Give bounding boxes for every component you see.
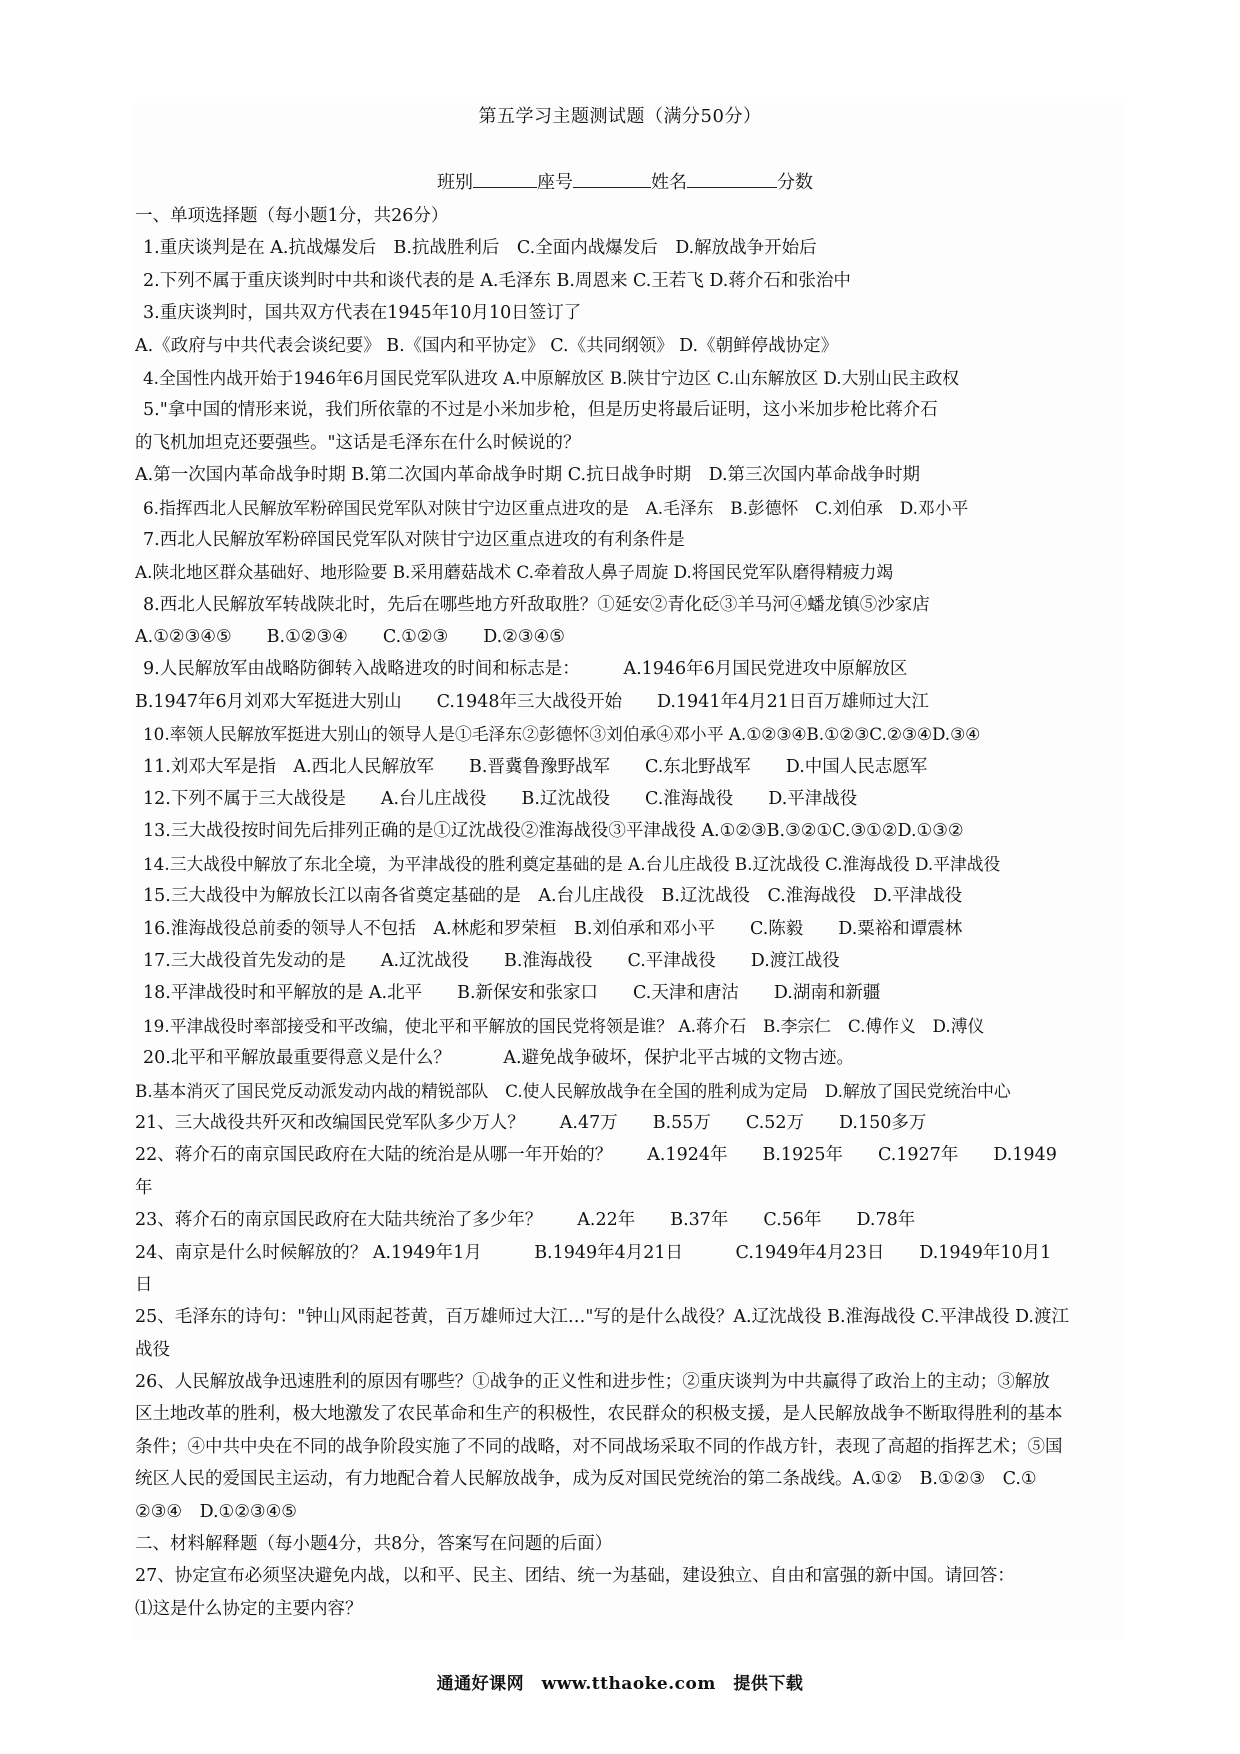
question-line: 12.下列不属于三大战役是 A.台儿庄战役 B.辽沈战役 C.淮海战役 D.平津战役 [143, 789, 858, 810]
student-info-row [437, 168, 813, 194]
question-line: 区土地改革的胜利，极大地激发了农民革命和生产的积极性，农民群众的积极支援，是人民解放战争不断取得胜利的基本 [135, 1404, 1063, 1425]
question-line: 日 [135, 1274, 153, 1295]
question-line: 6.指挥西北人民解放军粉碎国民党军队对陕甘宁边区重点进攻的是 A.毛泽东 B.彭德怀 C.刘伯承 D.邓小平 [143, 497, 969, 518]
question-line: B.基本消灭了国民党反动派发动内战的精锐部队 C.使人民解放战争在全国的胜利成为定局 D.解放了国民党统治中心 [135, 1080, 1011, 1101]
question-line: 5."拿中国的情形来说，我们所依靠的不过是小米加步枪，但是历史将最后证明，这小米加步枪比蒋介石 [143, 400, 938, 421]
question-line: A.《政府与中共代表会谈纪要》 B.《国内和平协定》 C.《共同纲领》 D.《朝鲜停战协定》 [135, 335, 839, 356]
question-line: 19.平津战役时率部接受和平改编，使北平和平解放的国民党将领是谁？ A.蒋介石 B.李宗仁 C.傅作义 D.溥仪 [143, 1015, 985, 1036]
question-line: 年 [135, 1177, 153, 1198]
name-blank [687, 169, 777, 188]
question-line: 4.全国性内战开始于1946年6月国民党军队进攻 A.中原解放区 B.陕甘宁边区 C.山东解放区 D.大别山民主政权 [143, 367, 960, 388]
question-line: 18.平津战役时和平解放的是 A.北平 B.新保安和张家口 C.天津和唐沽 D.湖南和新疆 [143, 983, 881, 1004]
section-heading: 二、材料解释题（每小题4分，共8分，答案写在问题的后面） [135, 1534, 613, 1555]
question-line: 的飞机加坦克还要强些。"这话是毛泽东在什么时候说的？ [135, 432, 581, 453]
question-list [135, 200, 1125, 1625]
question-line: 16.淮海战役总前委的领导人不包括 A.林彪和罗荣桓 B.刘伯承和邓小平 C.陈毅 D.粟裕和谭震林 [143, 918, 963, 939]
seat-blank [573, 169, 651, 188]
question-line: 15.三大战役中为解放长江以南各省奠定基础的是 A.台儿庄战役 B.辽沈战役 C.淮海战役 D.平津战役 [143, 886, 963, 907]
section-heading: 一、单项选择题（每小题1分，共26分） [135, 206, 449, 226]
question-line: 20.北平和平解放最重要得意义是什么？ A.避免战争破坏，保护北平古城的文物古迹。 [143, 1048, 855, 1069]
question-line: B.1947年6月刘邓大军挺进大别山 C.1948年三大战役开始 D.1941年4月21日百万雄师过大江 [135, 691, 929, 712]
question-line: 3.重庆谈判时，国共双方代表在1945年10月10日签订了 [143, 303, 582, 324]
class-label: 班别 [437, 172, 473, 193]
question-line: 统区人民的爱国民主运动，有力地配合着人民解放战争，成为反对国民党统治的第二条战线。A.①② B.①②③ C.① [135, 1469, 1037, 1490]
question-line: 27、协定宣布必须坚决避免内战，以和平、民主、团结、统一为基础，建设独立、自由和富强的新中国。请回答： [135, 1566, 1015, 1587]
question-line: 25、毛泽东的诗句："钟山风雨起苍黄，百万雄师过大江…"写的是什么战役？A.辽沈战役 B.淮海战役 C.平津战役 D.渡江 [135, 1307, 1069, 1328]
question-line: 26、人民解放战争迅速胜利的原因有哪些？①战争的正义性和进步性；②重庆谈判为中共赢得了政治上的主动；③解放 [135, 1372, 1050, 1393]
question-line: A.陕北地区群众基础好、地形险要 B.采用蘑菇战术 C.牵着敌人鼻子周旋 D.将国民党军队磨得精疲力竭 [135, 562, 894, 583]
question-line: 条件；④中共中央在不同的战争阶段实施了不同的战略，对不同战场采取不同的作战方针，表现了高超的指挥艺术；⑤国 [135, 1436, 1063, 1457]
question-line: 13.三大战役按时间先后排列正确的是①辽沈战役②淮海战役③平津战役 A.①②③B.③②①C.③①②D.①③② [143, 821, 964, 842]
class-blank [473, 169, 537, 188]
question-line: ⑴这是什么协定的主要内容？ [135, 1598, 363, 1619]
question-line: 10.率领人民解放军挺进大别山的领导人是①毛泽东②彭德怀③刘伯承④邓小平 A.①②③④B.①②③C.②③④D.③④ [143, 724, 981, 745]
name-label: 姓名 [651, 172, 687, 193]
question-line: 23、蒋介石的南京国民政府在大陆共统治了多少年？ A.22年 B.37年 C.56年 D.78年 [135, 1210, 916, 1231]
question-line: 9.人民解放军由战略防御转入战略进攻的时间和标志是： A.1946年6月国民党进攻中原解放区 [143, 659, 908, 680]
seat-label: 座号 [537, 172, 573, 193]
question-line: 17.三大战役首先发动的是 A.辽沈战役 B.淮海战役 C.平津战役 D.渡江战役 [143, 950, 840, 971]
question-line: 战役 [135, 1339, 170, 1360]
question-line: A.①②③④⑤ B.①②③④ C.①②③ D.②③④⑤ [135, 627, 565, 648]
question-line: 8.西北人民解放军转战陕北时，先后在哪些地方歼敌取胜？①延安②青化砭③羊马河④蟠龙镇⑤沙家店 [143, 594, 930, 615]
question-line: 1.重庆谈判是在 A.抗战爆发后 B.抗战胜利后 C.全面内战爆发后 D.解放战争开始后 [143, 238, 817, 259]
question-line: 11.刘邓大军是指 A.西北人民解放军 B.晋冀鲁豫野战军 C.东北野战军 D.中国人民志愿军 [143, 756, 928, 777]
question-line: A.第一次国内革命战争时期 B.第二次国内革命战争时期 C.抗日战争时期 D.第三次国内革命战争时期 [135, 465, 921, 486]
page-title: 第五学习主题测试题（满分50分） [478, 106, 762, 127]
question-line: 21、三大战役共歼灭和改编国民党军队多少万人？ A.47万 B.55万 C.52万 D.150多万 [135, 1112, 927, 1133]
footer-credit: 通通好课网 www.tthaoke.com 提供下载 [436, 1674, 804, 1694]
question-line: 7.西北人民解放军粉碎国民党军队对陕甘宁边区重点进攻的有利条件是 [143, 529, 685, 550]
question-line: 2.下列不属于重庆谈判时中共和谈代表的是 A.毛泽东 B.周恩来 C.王若飞 D.蒋介石和张治中 [143, 270, 851, 291]
question-line: 24、南京是什么时候解放的？ A.1949年1月 B.1949年4月21日 C.1949年4月23日 D.1949年10月1 [135, 1242, 1052, 1263]
question-line: 22、蒋介石的南京国民政府在大陆的统治是从哪一年开始的？ A.1924年 B.1925年 C.1927年 D.1949 [135, 1145, 1057, 1166]
score-label: 分数 [777, 172, 813, 193]
question-line: 14.三大战役中解放了东北全境，为平津战役的胜利奠定基础的是 A.台儿庄战役 B.辽沈战役 C.淮海战役 D.平津战役 [143, 853, 1001, 874]
question-line: ②③④ D.①②③④⑤ [135, 1501, 297, 1522]
